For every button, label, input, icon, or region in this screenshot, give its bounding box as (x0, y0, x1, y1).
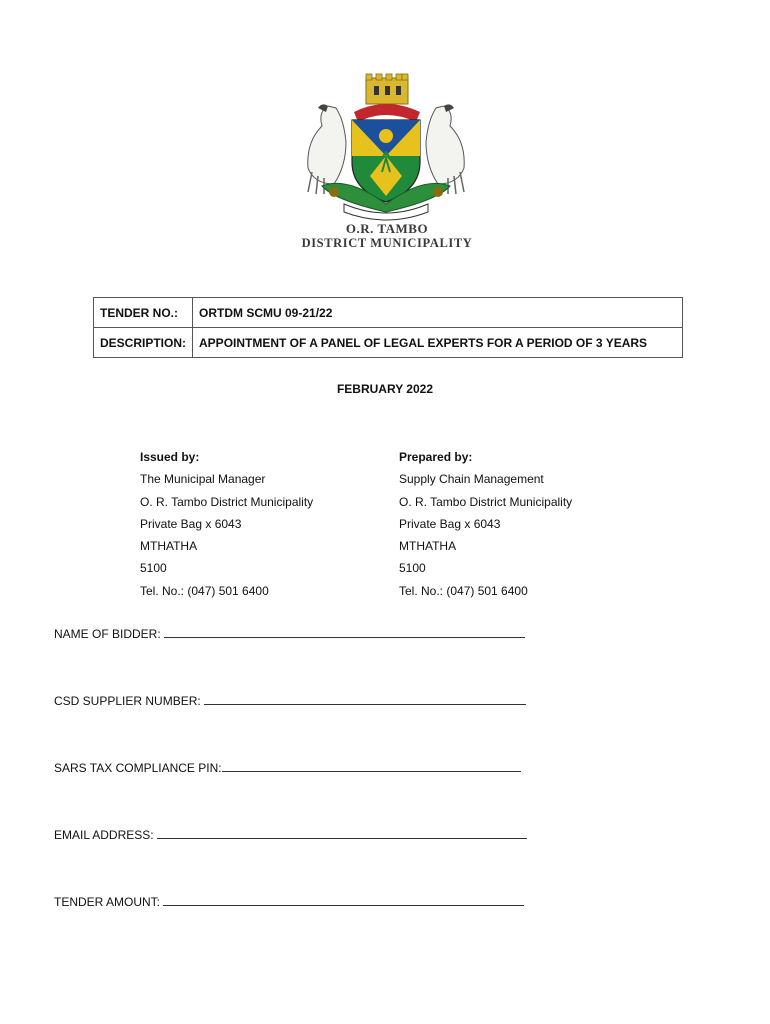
tender-amount-blank[interactable] (163, 895, 524, 906)
prepared-by-line: O. R. Tambo District Municipality (399, 494, 573, 509)
prepared-by-line: Supply Chain Management (399, 472, 544, 487)
organization-name-line1: O.R. TAMBO (345, 221, 429, 236)
bidder-name-blank[interactable] (164, 627, 525, 638)
tender-info-table (93, 297, 683, 358)
sars-pin-field[interactable] (54, 761, 521, 775)
email-address-blank[interactable] (157, 828, 527, 839)
issued-by-line: Tel. No.: (047) 501 6400 (140, 583, 269, 598)
prepared-by-heading: Prepared by: (399, 450, 473, 464)
email-address-label: EMAIL ADDRESS: (54, 828, 157, 842)
prepared-by-line: Tel. No.: (047) 501 6400 (399, 583, 528, 598)
description-row (94, 328, 683, 358)
issued-by-line: Private Bag x 6043 (140, 516, 242, 531)
sars-pin-label: SARS TAX COMPLIANCE PIN: (54, 761, 222, 775)
prepared-by-line: MTHATHA (399, 539, 457, 554)
tender-number-row (94, 298, 683, 328)
tender-number-value: ORTDM SCMU 09-21/22 (193, 298, 683, 328)
organization-name-line2: DISTRICT MUNICIPALITY (301, 236, 473, 250)
issued-by-line: 5100 (140, 561, 167, 576)
csd-supplier-number-label: CSD SUPPLIER NUMBER: (54, 694, 205, 708)
description-label: DESCRIPTION: (94, 328, 193, 358)
prepared-by-line: 5100 (399, 561, 426, 576)
issued-by-heading: Issued by: (140, 450, 200, 464)
tender-number-label: TENDER NO.: (94, 298, 193, 328)
tender-amount-label: TENDER AMOUNT: (54, 895, 164, 909)
bidder-name-field[interactable] (54, 627, 525, 641)
email-address-field[interactable] (54, 828, 527, 842)
prepared-by-block (399, 449, 572, 605)
coat-of-arms-emblem (288, 72, 484, 222)
document-date: FEBRUARY 2022 (336, 382, 434, 396)
organization-name (288, 222, 486, 250)
tender-amount-field[interactable] (54, 895, 524, 909)
csd-supplier-number-blank[interactable] (204, 694, 526, 705)
issued-by-line: The Municipal Manager (140, 472, 266, 487)
sars-pin-blank[interactable] (222, 761, 521, 772)
prepared-by-line: Private Bag x 6043 (399, 516, 501, 531)
bidder-name-label: NAME OF BIDDER: (54, 627, 165, 641)
issued-by-line: MTHATHA (140, 539, 198, 554)
description-value: APPOINTMENT OF A PANEL OF LEGAL EXPERTS FOR A PERIOD OF 3 YEARS (193, 328, 683, 358)
issued-by-line: O. R. Tambo District Municipality (140, 494, 314, 509)
issued-by-block (140, 449, 313, 605)
csd-supplier-number-field[interactable] (54, 694, 526, 708)
